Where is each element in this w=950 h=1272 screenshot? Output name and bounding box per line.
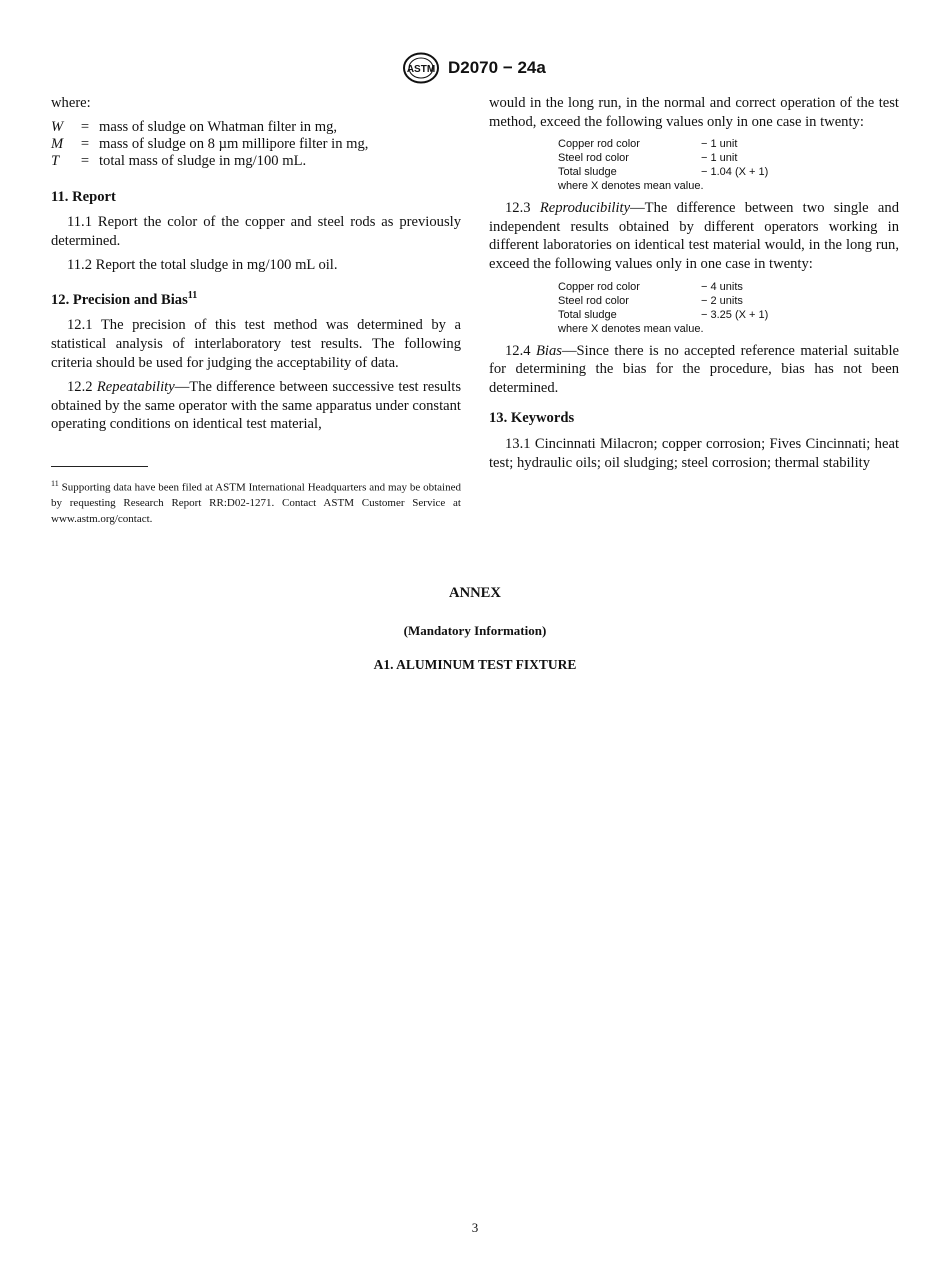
page-header: [0, 52, 950, 86]
paragraph-12-2: 12.2 Repeatability—The difference between successive test results obtained by the same operator with the same apparatus under constant operating conditions on identical test material,: [51, 379, 462, 433]
paragraph-12-2-continued: would in the long run, in the normal and correct operation of the test method, exceed the following values only in one case in twenty:: [489, 95, 899, 130]
table-row: Total sludge − 1.04 (X + 1): [558, 166, 769, 179]
repeatability-table: [558, 137, 899, 193]
footnote-ref: 11: [187, 289, 198, 301]
left-column: [51, 94, 461, 440]
definition-row: M = mass of sludge on 8 µm millipore filter in mg,: [51, 135, 369, 152]
section-11-heading: 11. Report: [51, 188, 116, 205]
table-note: where X denotes mean value.: [558, 322, 704, 335]
table-row: Copper rod color − 4 units: [558, 280, 743, 293]
paragraph-11-1: 11.1 Report the color of the copper and steel rods as previously determined.: [51, 214, 461, 249]
right-column: [489, 94, 899, 478]
paragraph-12-1: 12.1 The precision of this test method was determined by a statistical analysis of interlaboratory test results. The following criteria should be used for judging the acceptability of data.: [51, 317, 461, 371]
definitions-list: [51, 119, 461, 170]
paragraph-11-2: 11.2 Report the total sludge in mg/100 mL oil.: [67, 257, 338, 274]
paragraph-12-4: 12.4 Bias—Since there is no accepted reference material suitable for determining the bias for the procedure, bias has not been determined.: [489, 342, 899, 396]
footnote-divider: [51, 466, 148, 467]
annex-title: ANNEX: [449, 585, 501, 601]
annex-subtitle: (Mandatory Information): [403, 623, 547, 638]
page-number: 3: [471, 1220, 479, 1235]
definition-row: T = total mass of sludge in mg/100 mL.: [51, 152, 307, 169]
definition-row: W = mass of sludge on Whatman filter in mg,: [51, 118, 338, 135]
paragraph-13-1: 13.1 Cincinnati Milacron; copper corrosion; Fives Cincinnati; heat test; hydraulic oils; oil sludging; steel corrosion; thermal stability: [489, 435, 899, 471]
reproducibility-table: [558, 280, 899, 336]
section-13-heading: 13. Keywords: [489, 410, 575, 427]
table-row: Steel rod color − 1 unit: [558, 152, 738, 165]
table-row: Steel rod color − 2 units: [558, 294, 743, 307]
where-label: where:: [51, 95, 91, 111]
footnote: $^{11}$ Supporting data have been filed at ASTM International Headquarters and may be obtained by requesting Research Report RR:D02-1271. Contact ASTM Customer Service at www.astm.org/contact.: [51, 479, 461, 525]
table-note: where X denotes mean value.: [558, 180, 704, 193]
table-row: Copper rod color − 1 unit: [558, 138, 738, 151]
section-12-heading: 12. Precision and Bias$^{11}$: [51, 289, 198, 308]
document-id: D2070 − 24a: [448, 58, 546, 77]
table-row: Total sludge − 3.25 (X + 1): [558, 308, 769, 321]
astm-logo-icon: [402, 52, 440, 84]
paragraph-12-3: 12.3 Reproducibility—The difference between two single and independent results obtained by different operators working in different laboratories on identical test material would, in the long run, exceed the following values only in one case in twenty:: [489, 200, 899, 272]
svg-text:ASTM: ASTM: [406, 64, 436, 75]
annex-section-title: A1. ALUMINUM TEST FIXTURE: [373, 657, 577, 672]
